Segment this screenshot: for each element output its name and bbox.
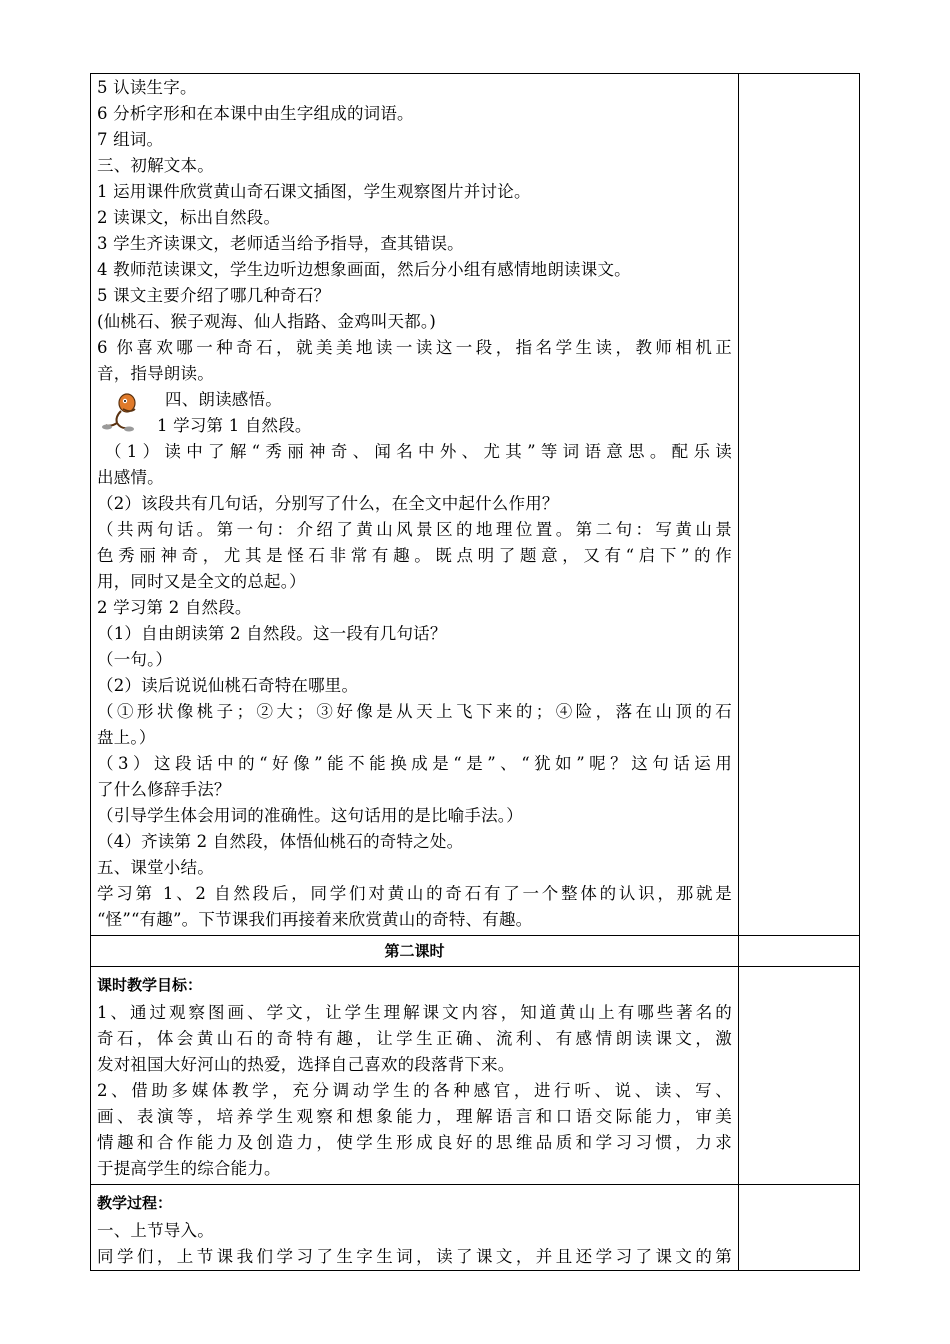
text-line: 2 读课文，标出自然段。 xyxy=(97,208,281,227)
process-cell xyxy=(91,1185,739,1271)
text-line: 用，同时又是全文的总起。） xyxy=(97,572,306,591)
objectives-cell xyxy=(91,967,739,1185)
text-line: （引导学生体会用词的准确性。这句话用的是比喻手法。） xyxy=(97,806,523,825)
table-row xyxy=(91,1185,860,1271)
text-line: 2 学习第 2 自然段。 xyxy=(97,598,252,617)
text-line: 1、通过观察图画、学文，让学生理解课文内容，知道黄山上有哪些著名的 xyxy=(97,1003,732,1022)
section-title: 第二课时 xyxy=(384,942,445,960)
text-line: 出感情。 xyxy=(97,468,164,487)
main-content-cell xyxy=(91,74,739,936)
text-line: （1）读中了解“秀丽神奇、闻名中外、尤其”等词语意思。配乐读 xyxy=(105,442,732,461)
text-line: 4 教师范读课文，学生边听边想象画面，然后分小组有感情地朗读课文。 xyxy=(97,260,631,279)
text-line: 发对祖国大好河山的热爱，选择自己喜欢的段落背下来。 xyxy=(97,1055,515,1074)
text-line: 1 运用课件欣赏黄山奇石课文插图，学生观察图片并讨论。 xyxy=(97,182,531,201)
text-line: （共两句话。第一句：介绍了黄山风景区的地理位置。第二句：写黄山景 xyxy=(97,520,732,539)
notes-cell xyxy=(739,74,860,936)
text-line: 6 分析字形和在本课中由生字组成的词语。 xyxy=(97,104,414,123)
text-line: （2）读后说说仙桃石奇特在哪里。 xyxy=(97,676,359,695)
text-line: （4）齐读第 2 自然段，体悟仙桃石的奇特之处。 xyxy=(97,832,464,851)
section-title-cell xyxy=(91,936,739,967)
notes-cell xyxy=(739,1185,860,1271)
text-line: （一句。） xyxy=(97,650,173,669)
section-heading: 一、上节导入。 xyxy=(97,1221,214,1240)
text-line: 了什么修辞手法？ xyxy=(97,780,231,799)
text-line: 色秀丽神奇，尤其是怪石非常有趣。既点明了题意，又有“启下”的作 xyxy=(97,546,732,565)
table-row xyxy=(91,74,860,936)
notes-cell xyxy=(739,967,860,1185)
text-line: 5 课文主要介绍了哪几种奇石？ xyxy=(97,286,331,305)
text-line: 2、借助多媒体教学，充分调动学生的各种感官，进行听、说、读、写、 xyxy=(97,1081,732,1100)
text-line: 3 学生齐读课文，老师适当给予指导，查其错误。 xyxy=(97,234,464,253)
text-line: 同学们，上节课我们学习了生字生词，读了课文，并且还学习了课文的第 xyxy=(97,1247,732,1266)
objectives-heading: 课时教学目标： xyxy=(97,976,203,994)
text-line: 画、表演等，培养学生观察和想象能力，理解语言和口语交际能力，审美 xyxy=(97,1107,732,1126)
notes-cell xyxy=(739,936,860,967)
text-line: （①形状像桃子；②大；③好像是从天上飞下来的；④险，落在山顶的石 xyxy=(97,702,732,721)
text-line: 情趣和合作能力及创造力，使学生形成良好的思维品质和学习习惯，力求 xyxy=(97,1133,732,1152)
text-line: (仙桃石、猴子观海、仙人指路、金鸡叫天都。) xyxy=(97,312,437,331)
process-heading: 教学过程： xyxy=(97,1194,173,1212)
section-heading: 四、朗读感悟。 xyxy=(165,390,282,409)
text-line: （1）自由朗读第 2 自然段。这一段有几句话？ xyxy=(97,624,447,643)
text-line: 5 认读生字。 xyxy=(97,78,197,97)
text-line: 盘上。） xyxy=(97,728,156,747)
table-row xyxy=(91,936,860,967)
table-row xyxy=(91,967,860,1185)
text-line: 学习第 1、2 自然段后，同学们对黄山的奇石有了一个整体的认识，那就是 xyxy=(97,884,732,903)
section-heading: 三、初解文本。 xyxy=(97,156,214,175)
text-line: 于提高学生的综合能力。 xyxy=(97,1159,281,1178)
text-line: （2）该段共有几句话，分别写了什么，在全文中起什么作用？ xyxy=(97,494,559,513)
lesson-plan-table xyxy=(90,73,860,1271)
text-line: 6 你喜欢哪一种奇石，就美美地读一读这一段，指名学生读，教师相机正 xyxy=(97,338,732,357)
picture-paragraph xyxy=(97,387,732,439)
text-line: （3）这段话中的“好像”能不能换成是“是”、“犹如”呢？这句话运用 xyxy=(97,754,732,773)
section-heading: 五、课堂小结。 xyxy=(97,858,214,877)
text-line: 7 组词。 xyxy=(97,130,164,149)
text-line: 奇石，体会黄山石的奇特有趣，让学生正确、流利、有感情朗读课文，激 xyxy=(97,1029,732,1048)
text-line: “怪”“有趣”。下节课我们再接着来欣赏黄山的奇特、有趣。 xyxy=(97,910,533,929)
cartoon-figure-icon xyxy=(101,391,141,433)
text-line: 1 学习第 1 自然段。 xyxy=(157,416,312,435)
text-line: 音，指导朗读。 xyxy=(97,364,214,383)
